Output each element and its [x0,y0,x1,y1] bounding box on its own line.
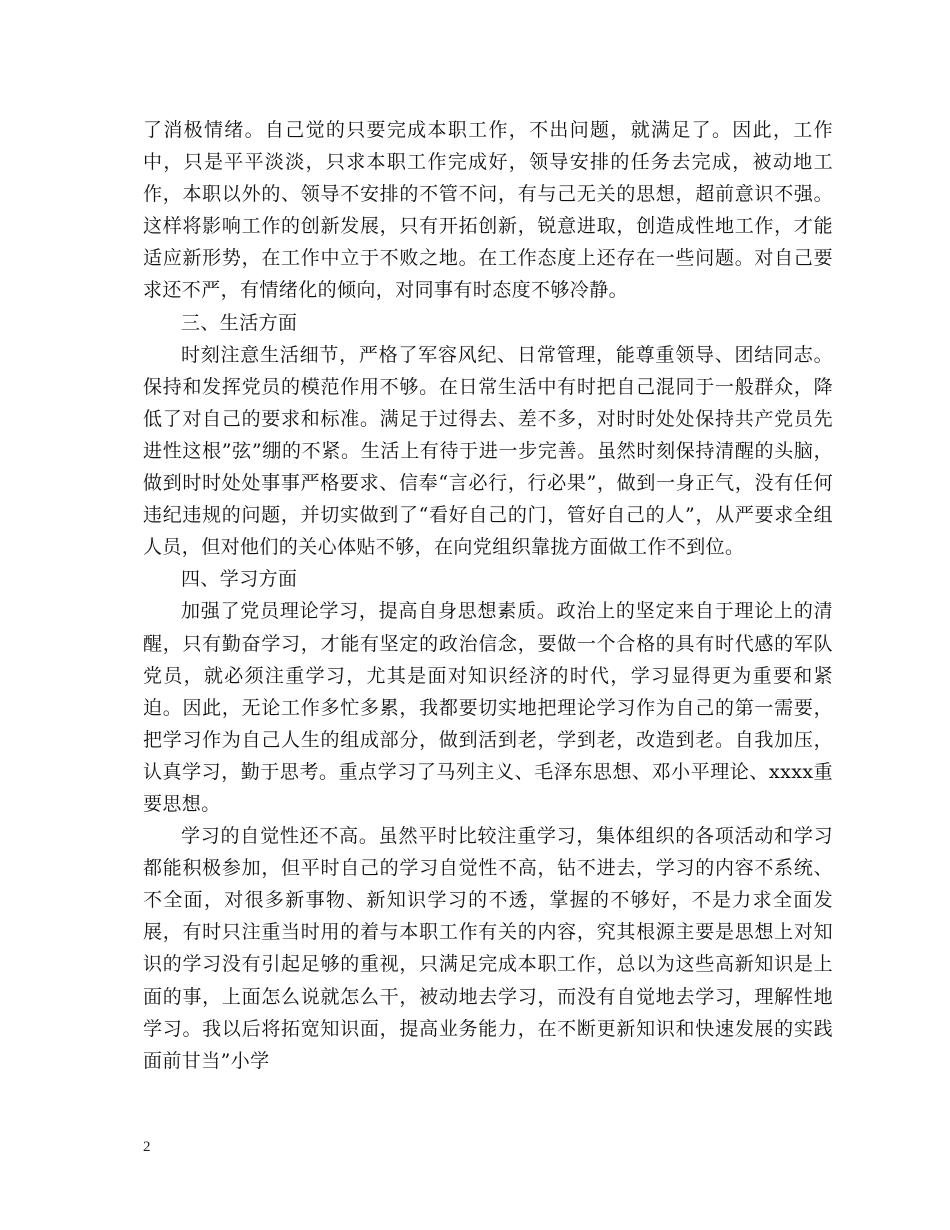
section-heading-life: 三、生活方面 [181,311,298,334]
document-body [143,114,833,1077]
page-number: 2 [143,1139,151,1155]
paragraph-study-theory: 加强了党员理论学习，提高自身思想素质。政治上的坚定来自于理论上的清醒，只有勤奋学习，才能有坚定的政治信念，要做一个合格的具有时代感的军队党员，就必须注重学习，尤其是面对知识经济的时代，学习显得更为重要和紧迫。因此，无论工作多忙多累，我都要切实地把理论学习作为自己的第一需要，把学习作为自己人生的组成部分，做到活到老，学到老，改造到老。自我加压，认真学习，勤于思考。重点学习了马列主义、毛泽东思想、邓小平理论、xxxx重要思想。 [143,600,833,815]
paragraph-work-attitude: 了消极情绪。自己觉的只要完成本职工作，不出问题，就满足了。因此，工作中，只是平平淡淡，只求本职工作完成好，领导安排的任务去完成，被动地工作，本职以外的、领导不安排的不管不问，有与己无关的思想，超前意识不强。这样将影响工作的创新发展，只有开拓创新，锐意进取，创造成性地工作，才能适应新形势，在工作中立于不败之地。在工作态度上还存在一些问题。对自己要求还不严，有情绪化的倾向，对同事有时态度不够冷静。 [143,119,833,302]
paragraph-life: 时刻注意生活细节，严格了军容风纪、日常管理，能尊重领导、团结同志。保持和发挥党员的模范作用不够。在日常生活中有时把自己混同于一般群众，降低了对自己的要求和标准。满足于过得去、差不多，对时时处处保持共产党员先进性这根”弦”绷的不紧。生活上有待于进一步完善。虽然时刻保持清醒的头脑，做到时时处处事事严格要求、信奉“言必行，行必果”，做到一身正气，没有任何违纪违规的问题，并切实做到了“看好自己的门，管好自己的人”，从严要求全组人员，但对他们的关心体贴不够，在向党组织靠拢方面做工作不到位。 [143,343,833,559]
section-heading-study: 四、学习方面 [181,568,298,591]
paragraph-study-self-discipline: 学习的自觉性还不高。虽然平时比较注重学习，集体组织的各项活动和学习都能积极参加，但平时自己的学习自觉性不高，钻不进去，学习的内容不系统、不全面，对很多新事物、新知识学习的不透，掌握的不够好，不是力求全面发展，有时只注重当时用的着与本职工作有关的内容，究其根源主要是思想上对知识的学习没有引起足够的重视，只满足完成本职工作，总以为这些高新知识是上面的事，上面怎么说就怎么干，被动地去学习，而没有自觉地去学习，理解性地学习。我以后将拓宽知识面，提高业务能力，在不断更新知识和快速发展的实践面前甘当”小学 [143,825,833,1072]
